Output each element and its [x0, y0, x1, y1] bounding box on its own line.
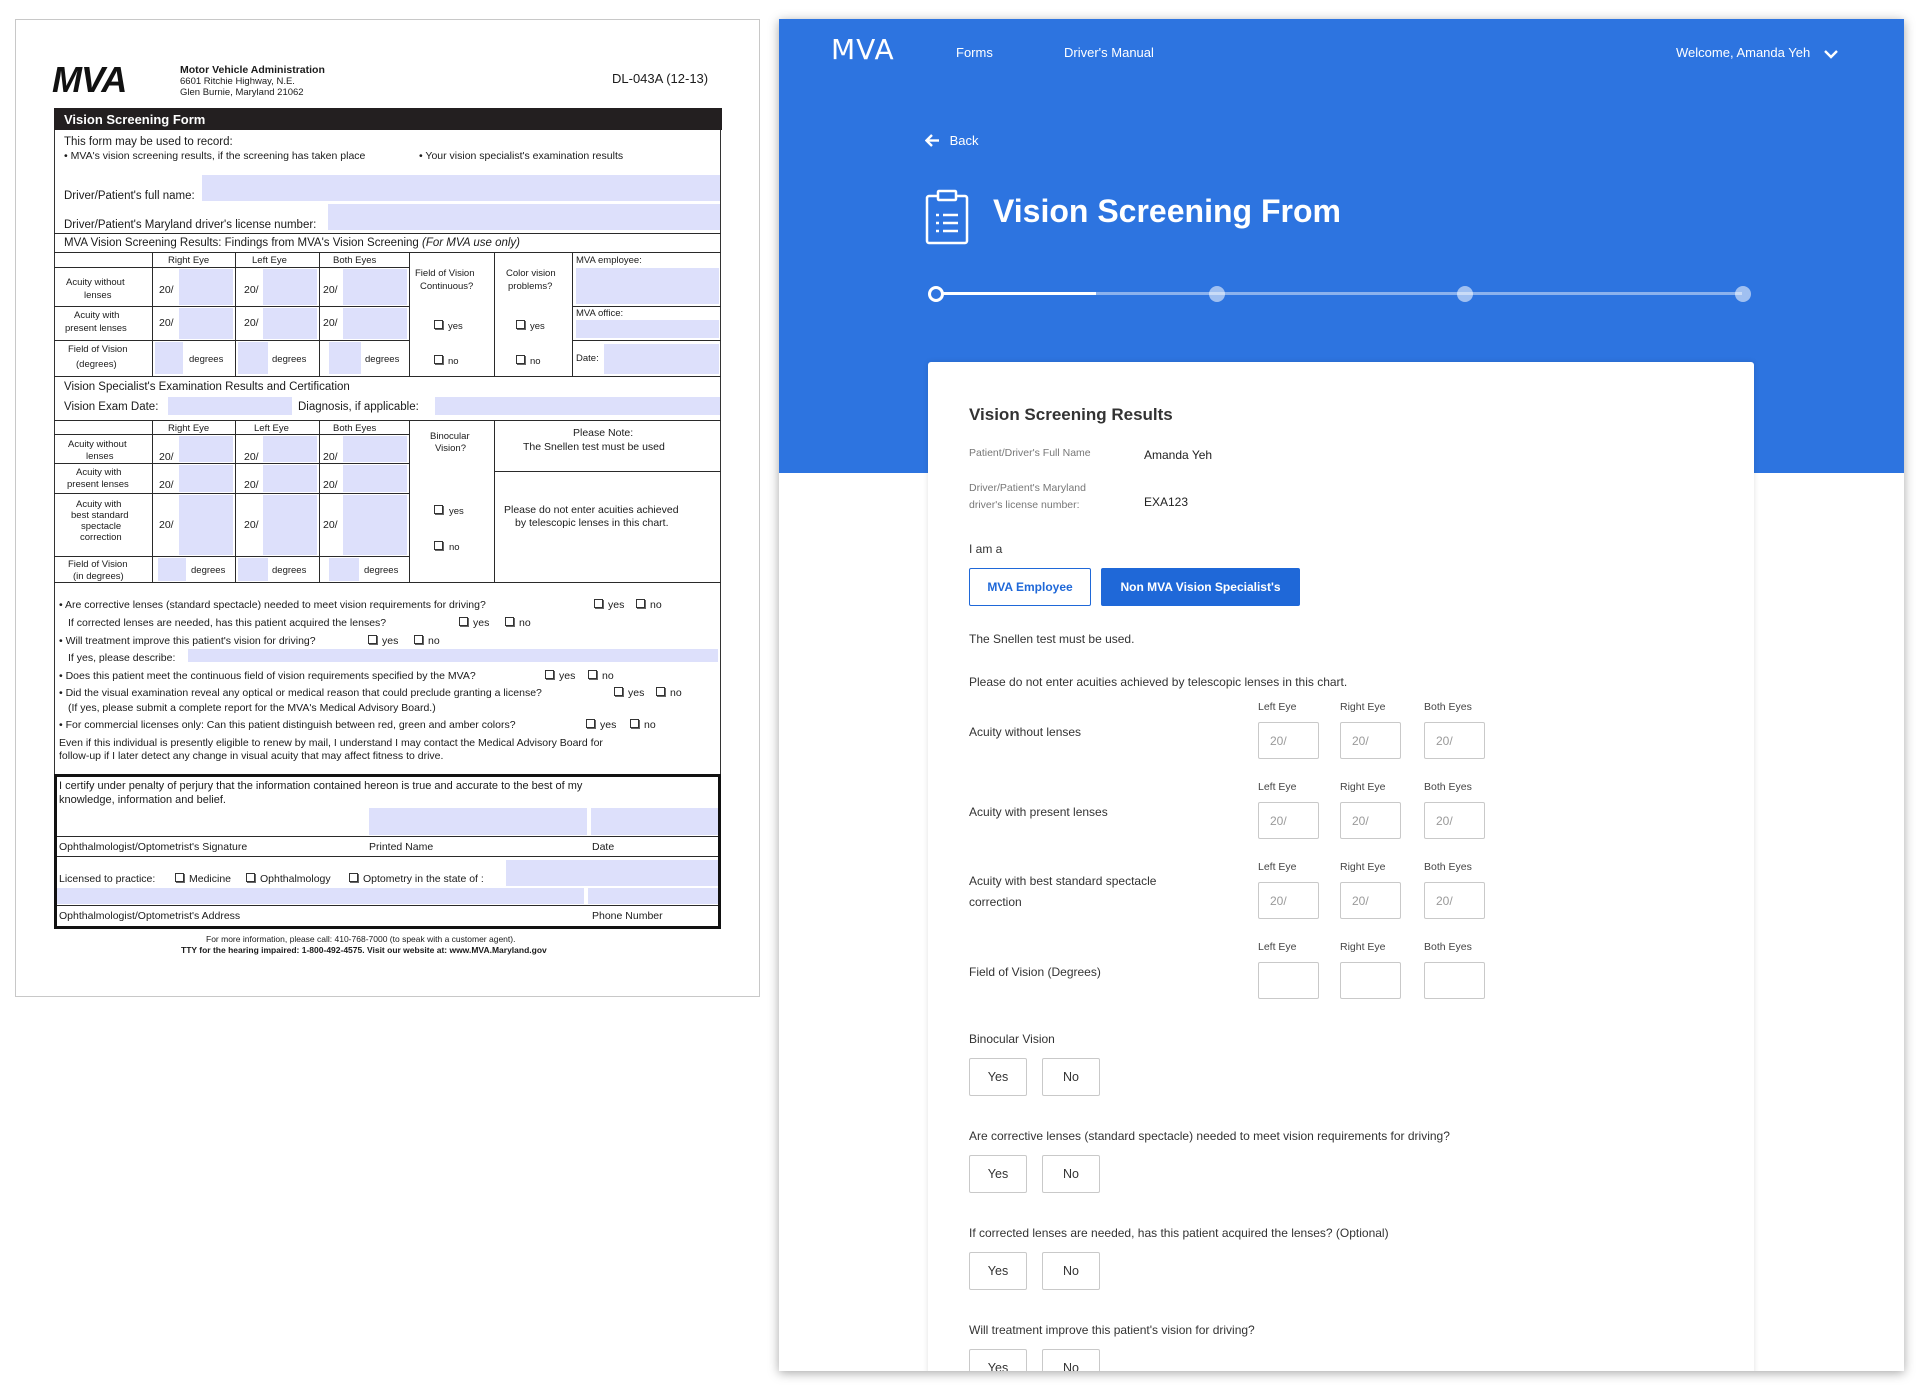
acuity-without-both-input[interactable]	[1424, 722, 1485, 759]
paper-q3-yes[interactable]	[368, 635, 377, 644]
mva-col-color: Color vision	[506, 268, 556, 279]
certify-text: I certify under penalty of perjury that the information contained hereon is true and accurate to the best of my	[59, 780, 583, 792]
treatment-no-button[interactable]: No	[1042, 1349, 1100, 1371]
ophthalmology-checkbox[interactable]	[246, 873, 255, 882]
mva-employee-field[interactable]	[576, 268, 719, 304]
fov-left-input[interactable]	[1258, 962, 1319, 999]
fov-right-input[interactable]	[1340, 962, 1401, 999]
diagnosis-label: Diagnosis, if applicable:	[298, 401, 419, 413]
phone-label: Phone Number	[592, 910, 663, 922]
acuity-present-label: Acuity with present lenses	[969, 805, 1108, 819]
mva-row-without: Acuity without	[66, 277, 125, 288]
welcome-text: Welcome, Amanda Yeh	[1676, 45, 1811, 60]
paper-footer-2: TTY for the hearing impaired: 1-800-492-4575. Visit our website at: www.MVA.Maryland.gov	[181, 945, 547, 955]
mva-col-fov-2: Continuous?	[420, 281, 474, 292]
optometry-checkbox[interactable]	[349, 873, 358, 882]
mva-row-fov: Field of Vision	[68, 344, 128, 355]
mva-right-fov[interactable]	[155, 342, 183, 374]
mva-color-yes-checkbox[interactable]	[516, 320, 525, 329]
chevron-down-icon	[1824, 49, 1838, 59]
name-value: Amanda Yeh	[1144, 448, 1213, 462]
acuity-best-label-2: correction	[969, 895, 1022, 909]
intro-bullet-2: • Your vision specialist's examination results	[419, 150, 624, 162]
license-label-2: driver's license number:	[969, 499, 1080, 511]
binocular-no-button[interactable]: No	[1042, 1058, 1100, 1096]
form-title: Vision Screening Form	[64, 112, 206, 127]
agency-address-1: 6601 Ritchie Highway, N.E.	[180, 76, 295, 87]
paper-q4-yes[interactable]	[545, 670, 554, 679]
back-link[interactable]: Back	[925, 133, 979, 148]
mva-left-without[interactable]	[263, 269, 317, 305]
eye-col-both: Both Eyes	[1424, 701, 1472, 713]
mva-col-left: Left Eye	[252, 255, 287, 266]
mva-employee-button[interactable]: MVA Employee	[969, 568, 1091, 606]
corrective-question: Are corrective lenses (standard spectacle) needed to meet vision requirements for driving?	[969, 1129, 1450, 1143]
paper-q1-yes[interactable]	[594, 599, 603, 608]
progress-step-2[interactable]	[1209, 286, 1225, 302]
corrective-yes-button[interactable]: Yes	[969, 1155, 1027, 1193]
spec-right-best[interactable]	[179, 495, 233, 555]
full-name-field[interactable]	[202, 175, 720, 201]
app-logo[interactable]: MVA	[831, 33, 895, 66]
mva-right-without[interactable]	[179, 269, 233, 305]
paper-q2: If corrected lenses are needed, has this patient acquired the lenses?	[68, 617, 387, 629]
printed-name-field[interactable]	[369, 808, 587, 835]
paper-q1: • Are corrective lenses (standard spectacle) needed to meet vision requirements for driving?	[59, 599, 486, 611]
spec-right-fov[interactable]	[158, 558, 186, 581]
spec-both-best[interactable]	[343, 495, 407, 555]
name-label: Patient/Driver's Full Name	[969, 447, 1091, 459]
exam-date-field[interactable]	[168, 397, 292, 415]
spec-both-without[interactable]	[343, 436, 407, 462]
clipboard-icon	[925, 189, 969, 245]
mva-both-without[interactable]	[343, 269, 407, 305]
exam-date-label: Vision Exam Date:	[64, 401, 159, 413]
acuity-best-both-input[interactable]	[1424, 882, 1485, 919]
license-value: EXA123	[1144, 495, 1189, 509]
paper-q6: • For commercial licenses only: Can this patient distinguish between red, green and amber colors?	[59, 719, 516, 731]
intro-bullet-1: • MVA's vision screening results, if the screening has taken place	[64, 150, 366, 162]
paper-q6-no[interactable]	[630, 719, 639, 728]
signature-label: Ophthalmologist/Optometrist's Signature	[59, 841, 248, 853]
mva-fov-no-checkbox[interactable]	[434, 355, 443, 364]
mva-col-color-2: problems?	[508, 281, 553, 292]
paper-q5-no[interactable]	[656, 687, 665, 696]
mva-both-fov[interactable]	[329, 342, 361, 374]
spec-left-without[interactable]	[263, 436, 317, 462]
cert-date-field[interactable]	[591, 808, 718, 835]
eye-col-right: Right Eye	[1340, 701, 1386, 713]
telescopic-note: Please do not enter acuities achieved by telescopic lenses in this chart.	[969, 675, 1348, 689]
diagnosis-field[interactable]	[435, 397, 720, 415]
paper-q3-no[interactable]	[414, 635, 423, 644]
eye-col-left: Left Eye	[1258, 701, 1297, 713]
mva-employee-label: MVA employee:	[576, 255, 642, 266]
spec-right-without[interactable]	[179, 436, 233, 462]
paper-q3: • Will treatment improve this patient's vision for driving?	[59, 635, 316, 647]
fov-both-input[interactable]	[1424, 962, 1485, 999]
acuity-without-left-input[interactable]	[1258, 722, 1319, 759]
mva-date-field[interactable]	[604, 344, 719, 374]
license-label: Driver/Patient's Maryland driver's license number:	[64, 219, 317, 231]
paper-q5: • Did the visual examination reveal any optical or medical reason that could preclude granting a license?	[59, 687, 542, 699]
treatment-question: Will treatment improve this patient's vision for driving?	[969, 1323, 1255, 1337]
cert-date-label: Date	[592, 841, 615, 853]
paper-q1-no[interactable]	[636, 599, 645, 608]
paper-q2-yes[interactable]	[459, 617, 468, 626]
arrow-left-icon	[925, 134, 940, 147]
full-name-label: Driver/Patient's full name:	[64, 190, 195, 202]
mva-both-present[interactable]	[343, 308, 407, 339]
progress-step-1[interactable]	[928, 286, 944, 302]
mva-row-fov-2: (degrees)	[76, 359, 117, 370]
mva-color-no-checkbox[interactable]	[516, 355, 525, 364]
license-field[interactable]	[328, 204, 720, 230]
spec-both-fov[interactable]	[329, 558, 359, 581]
mva-row-present-2: present lenses	[65, 323, 127, 334]
acuity-best-label: Acuity with best standard spectacle	[969, 874, 1157, 888]
acuity-best-left-input[interactable]	[1258, 882, 1319, 919]
acquired-question: If corrected lenses are needed, has this patient acquired the lenses? (Optional)	[969, 1226, 1389, 1240]
binocular-yes-button[interactable]: Yes	[969, 1058, 1027, 1096]
printed-name-label: Printed Name	[369, 841, 434, 853]
agency-name: Motor Vehicle Administration	[180, 64, 325, 76]
paper-q2-no[interactable]	[505, 617, 514, 626]
mva-row-without-2: lenses	[84, 290, 112, 301]
binocular-yes-checkbox[interactable]	[434, 505, 443, 514]
paper-renew: Even if this individual is presently eligible to renew by mail, I understand I may contact the Medical Advisory Board for	[59, 737, 603, 749]
progress-step-3[interactable]	[1457, 286, 1473, 302]
paper-q5-yes[interactable]	[614, 687, 623, 696]
license-label-1: Driver/Patient's Maryland	[969, 482, 1086, 494]
mva-right-present[interactable]	[179, 308, 233, 339]
role-label: I am a	[969, 542, 1003, 556]
address-field[interactable]	[57, 888, 584, 904]
acuity-best-right-input[interactable]	[1340, 882, 1401, 919]
page-title: Vision Screening From	[993, 193, 1341, 229]
acuity-present-left-input[interactable]	[1258, 802, 1319, 839]
acuity-without-label: Acuity without lenses	[969, 725, 1082, 739]
licensed-label: Licensed to practice:	[59, 873, 156, 885]
mva-col-right: Right Eye	[168, 255, 210, 266]
mva-date-label: Date:	[576, 353, 599, 364]
acuity-without-right-input[interactable]	[1340, 722, 1401, 759]
phone-field[interactable]	[588, 888, 718, 904]
user-menu[interactable]	[1676, 45, 1838, 60]
spec-left-best[interactable]	[263, 495, 317, 555]
nav-forms[interactable]: Forms	[956, 45, 993, 60]
paper-q3-describe[interactable]	[188, 649, 718, 662]
paper-form: MVA Motor Vehicle Administration 6601 Ritchie Highway, N.E. Glen Burnie, Maryland 21062 DL-043A (12-13) Vision Screening Form This form may be used to record: • MVA's vision screening results, if the screening has taken place • Your vision specialist's examination results Driver/Patient's full name: Driver/Patient's Maryland driver's license number: MVA Vision Screening Results: Findings from MVA's Vision Screening (For MVA use only) Right Eye Left Eye Both Eyes Field of Vision Continuous? Color vision problems? MVA employee: MVA office: Date: Acuity without lenses Acuity with present lenses Field of Vision (degrees) 20/ 20/ 20/ 20/ 20/ 20/ degrees degrees degrees yes no yes no Vision Specialist's Examination Results and Certification Vision Exam Date: Diagnosis, if applicable: Right Eye Left Eye Both Eyes Binocular Vision? Please Note: The Snellen test must be used Please do not enter acuities achieved by telescopic lenses in this chart. Acuity without lenses Acuity with present lenses Acuity with best standard spectacle correction Field of Vision (in degrees) 20/ 20/ 20/ 20/ 20/ 20/ 20/ 20/ 20/ degrees degrees degrees yes no • Are corrective lenses (standard spectacle) needed to meet vision requirements for driving? yes no If corrected lenses are needed, has this patient acquired the lenses? yes no • Will treatment improve this patient's vision for driving? yes no If yes, please describe: • Does this patient meet the continuous field of vision requirements specified by the MVA? yes no • Did the visual examination reveal any optical or medical reason that could preclude granting a license? yes no (If yes, please submit a complete report for the MVA's Medical Advisory Board.) • For commercial licenses only: Can this patient distinguish between red, green and amber colors? yes no Even if this individual is presently eligible to renew by mail, I understand I may contact the Medical Advisory Board for follow-up if I later detect any change in visual acuity that may affect fitness to drive. I certify under penalty of perjury that the information contained hereon is true and accurate to the best of my knowledge, information and belief. Ophthalmologist/Optometrist's Signature Printed Name Date Licensed to practice: Medicine Ophthalmology Optometry in the state of : Ophthalmologist/Optometrist's Address Phone Number For more information, please call: 410-768-7000 (to speak with a customer agent). TTY for the hearing impaired: 1-800-492-4575. Visit our website at: www.MVA.Maryland.gov	[15, 19, 760, 997]
mva-col-fov: Field of Vision	[415, 268, 475, 279]
non-mva-specialist-button[interactable]: Non MVA Vision Specialist's	[1101, 568, 1300, 606]
spec-left-present[interactable]	[263, 465, 317, 492]
corrective-no-button[interactable]: No	[1042, 1155, 1100, 1193]
mva-office-field[interactable]	[576, 320, 719, 338]
form-number: DL-043A (12-13)	[612, 71, 709, 86]
card-heading: Vision Screening Results	[969, 405, 1173, 424]
address-label: Ophthalmologist/Optometrist's Address	[59, 910, 241, 922]
mva-office-label: MVA office:	[576, 308, 624, 319]
binocular-header: Binocular	[430, 431, 470, 442]
spec-both-present[interactable]	[343, 465, 407, 492]
fov-label: Field of Vision (Degrees)	[969, 965, 1101, 979]
mva-row-present: Acuity with	[74, 310, 120, 321]
mva-fov-yes-checkbox[interactable]	[434, 320, 443, 329]
acuity-present-both-input[interactable]	[1424, 802, 1485, 839]
spec-right-present[interactable]	[179, 465, 233, 492]
treatment-yes-button[interactable]: Yes	[969, 1349, 1027, 1371]
paper-q4-no[interactable]	[588, 670, 597, 679]
progress-fill	[935, 292, 1096, 295]
paper-q6-yes[interactable]	[586, 719, 595, 728]
specialist-section-title: Vision Specialist's Examination Results and Certification	[64, 381, 350, 393]
spec-left-fov[interactable]	[238, 558, 268, 581]
acquired-no-button[interactable]: No	[1042, 1252, 1100, 1290]
progress-step-4[interactable]	[1735, 286, 1751, 302]
mva-logo: MVA	[52, 59, 127, 100]
mva-left-fov[interactable]	[238, 342, 268, 374]
agency-address-2: Glen Burnie, Maryland 21062	[180, 87, 304, 98]
snellen-note: The Snellen test must be used.	[969, 632, 1135, 646]
mva-section-title: MVA Vision Screening Results: Findings from MVA's Vision Screening (For MVA use only)	[64, 237, 521, 249]
paper-q4: • Does this patient meet the continuous field of vision requirements specified by the MVA?	[59, 670, 476, 682]
binocular-question: Binocular Vision	[969, 1032, 1055, 1046]
paper-footer-1: For more information, please call: 410-768-7000 (to speak with a customer agent).	[206, 934, 516, 944]
mva-left-present[interactable]	[263, 308, 317, 339]
nav-drivers-manual[interactable]: Driver's Manual	[1064, 45, 1154, 60]
web-app	[779, 19, 1904, 1371]
acuity-present-right-input[interactable]	[1340, 802, 1401, 839]
binocular-no-checkbox[interactable]	[434, 541, 443, 550]
medicine-checkbox[interactable]	[175, 873, 184, 882]
state-field[interactable]	[506, 860, 718, 886]
please-note: Please Note:	[573, 427, 634, 439]
intro-text: This form may be used to record:	[64, 136, 233, 148]
mva-col-both: Both Eyes	[333, 255, 377, 266]
form-card: Vision Screening Results Patient/Driver's Full Name Amanda Yeh Driver/Patient's Maryland driver's license number: EXA123 I am a MVA Employee Non MVA Vision Specialist's The Snellen test must be used. Please do not enter acuities achieved by telescopic lenses in this chart. Acuity without lenses Left Eye Right Eye Both Eyes 20/ 20/ 20/ Acuity with present lenses Left Eye Right Eye Both Eyes 20/ 20/ 20/ Acuity with best standard spectacle correction Left Eye Right Eye Both Eyes 20/ 20/ 20/ Field of Vision (Degrees) Left Eye Right Eye Both Eyes Binocular Vision Yes No Are corrective lenses (standard spectacle) needed to meet vision requirements for driving? Yes No If corrected lenses are needed, has this patient acquired the lenses? (Optional) Yes No Will treatment improve this patient's vision for driving? Yes No	[928, 362, 1754, 1371]
acquired-yes-button[interactable]: Yes	[969, 1252, 1027, 1290]
